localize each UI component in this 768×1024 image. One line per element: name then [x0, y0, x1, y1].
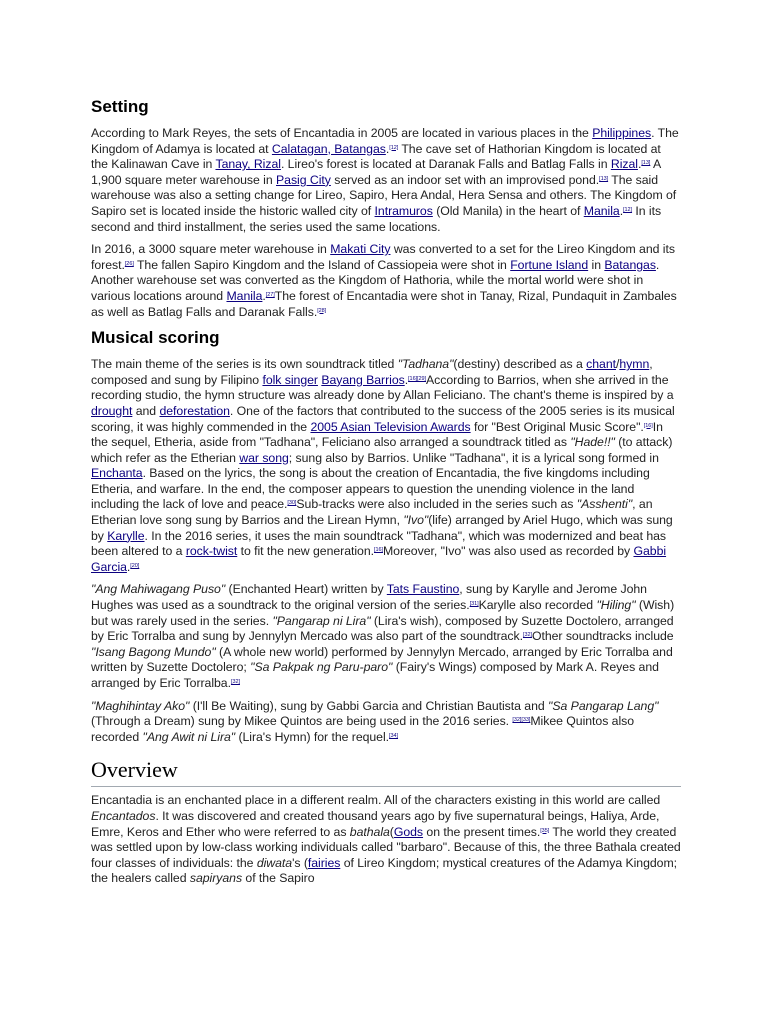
setting-heading: Setting [91, 97, 149, 116]
italic-text: sapiryans [189, 871, 243, 886]
wiki-link[interactable]: Makati City [330, 242, 391, 257]
body-text: The forest of Encantadia were shot in Tanay, Rizal, Pundaquit in Zambales as well as Batlag Falls and Daranak Falls. [91, 288, 677, 319]
citation-ref-link[interactable]: [34] [389, 732, 399, 739]
body-text: . [385, 141, 390, 156]
body-text: ( [389, 824, 394, 839]
citation-ref-link[interactable]: [12] [389, 144, 399, 151]
italic-text: "Sa Pakpak ng Paru-paro" [250, 660, 393, 675]
body-text: The world they created was settled upon by low-class working individuals called "barbaro". Because of this, the three Bathala created four classes of individuals: the [91, 824, 681, 870]
citation-ref-link[interactable]: [16][29] [408, 375, 427, 382]
body-text: (Through a Dream) sung by Mikee Quintos are being used in the 2016 series. [91, 714, 513, 729]
italic-text: "Maghihintay Ako" [91, 698, 190, 713]
body-text: . Lireo's forest is located at Daranak Falls and Batlag Falls in [280, 157, 611, 172]
italic-text: diwata [256, 855, 293, 870]
wiki-link[interactable]: Tats Faustino [386, 582, 460, 597]
citation-ref-link[interactable]: [32] [522, 632, 532, 639]
italic-text: "Asshenti" [576, 497, 633, 512]
overview-heading: Overview [91, 756, 681, 787]
body-text: The main theme of the series is its own soundtrack titled [91, 357, 398, 372]
body-text: (Lira's Hymn) for the requel. [235, 729, 390, 744]
citation-ref-link[interactable]: [13] [599, 175, 609, 182]
body-text: In its second and third installment, the series used the same locations. [91, 203, 662, 234]
italic-text: "Hiling" [596, 598, 636, 613]
italic-text: bathala [349, 824, 390, 839]
italic-text: "Hade!!" [570, 435, 615, 450]
body-text: The cave set of Hathorian Kingdom is located at the Kalinawan Cave in [91, 141, 661, 172]
wiki-link[interactable]: Gods [393, 824, 424, 839]
body-text: . [404, 372, 409, 387]
body-text: (Old Manila) in the heart of [432, 203, 584, 218]
body-text: Sub-tracks were also included in the series such as [296, 497, 577, 512]
body-text: . Based on the lyrics, the song is about the creation of Encantadia, the five kingdoms including Etheria, and warfare. In the end, the composer appears to question the unending violence in the land including the lack of love and peace. [91, 466, 650, 512]
wiki-link[interactable]: Tanay, Rizal [215, 157, 281, 172]
body-text: The said warehouse was also a setting change for Lireo, Sapiro, Hera Andal, Hera Sensa and others. The Kingdom of Sapiro set is located inside the historic walled city of [91, 172, 677, 218]
body-text: In the sequel, Etheria, aside from "Tadhana", Feliciano also arranged a soundtrack titled as [91, 419, 663, 450]
body-text: In 2016, a 3000 square meter warehouse in [91, 242, 331, 257]
wiki-link[interactable]: Intramuros [374, 203, 433, 218]
setting-paragraph-2 [91, 242, 681, 320]
citation-ref-link[interactable]: [28] [317, 307, 327, 314]
wiki-link[interactable]: Philippines [592, 126, 652, 140]
body-text: of the Sapiro [242, 871, 315, 886]
body-text: Moreover, "Ivo" was also used as recorded by [382, 544, 634, 559]
citation-ref-link[interactable]: [26] [124, 260, 134, 267]
wiki-link[interactable]: drought [91, 403, 133, 418]
musical-scoring-paragraph-2 [91, 582, 681, 691]
body-text: , an Etherian love song sung by Barrios and the Lirean Hymn, [91, 497, 653, 528]
citation-ref-link[interactable]: [12] [623, 206, 633, 213]
italic-text: "Sa Pangarap Lang" [548, 698, 659, 713]
wiki-link[interactable]: chant [586, 357, 616, 372]
body-text: (life) arranged by Ariel Hugo, which was sung by [91, 513, 673, 543]
body-text: (A whole new world) performed by Jennylyn Mercado, arranged by Eric Torralba and written by Suzette Doctolero; [91, 644, 673, 675]
body-text: in [588, 257, 605, 272]
body-text: (I'll Be Waiting), sung by Gabbi Garcia and Christian Bautista and [189, 698, 549, 713]
body-text: served as an indoor set with an improvised pond. [330, 172, 600, 187]
musical-scoring-paragraph-1 [91, 357, 681, 575]
citation-ref-link[interactable]: [20] [130, 562, 140, 569]
body-text: and [132, 403, 160, 418]
wiki-link[interactable]: Batangas [604, 257, 656, 272]
body-text: 's ( [292, 855, 308, 870]
wiki-link[interactable]: 2005 Asian Television Awards [310, 419, 471, 434]
body-text: (Fairy's Wings) composed by Mark A. Reyes and arranged by Eric Torralba. [91, 660, 659, 690]
italic-text: Encantados [91, 808, 156, 823]
body-text: . Another warehouse set was converted as the Kingdom of Hathoria, while the mortal world were shot in various locations around [91, 257, 660, 303]
wiki-link[interactable]: rock-twist [185, 544, 238, 559]
body-text: ; sung also by Barrios. Unlike "Tadhana", it is a lyrical song formed in [288, 450, 659, 465]
body-text: Karylle also recorded [478, 598, 597, 613]
wiki-link[interactable]: folk singer [262, 372, 318, 387]
body-text: on the present times. [423, 824, 541, 839]
body-text: , sung by Karylle and Jerome John Hughes was used as a soundtrack to the original version of the series. [91, 582, 647, 613]
citation-ref-link[interactable]: [32][33] [512, 717, 531, 724]
wiki-link[interactable]: hymn [619, 357, 650, 372]
wiki-link[interactable]: fairies [307, 855, 341, 870]
body-text: / [615, 357, 620, 372]
citation-ref-link[interactable]: [31] [469, 601, 479, 608]
italic-text: "Ivo" [403, 513, 429, 528]
citation-ref-link[interactable]: [30] [287, 500, 297, 507]
body-text: . One of the factors that contributed to the success of the 2005 series is its musical scoring, it was highly commended in the [91, 403, 675, 434]
body-text: (to attack) which refer as the Etherian [91, 435, 673, 465]
body-text: According to Mark Reyes, the sets of Encantadia in 2005 are located in various places in the [91, 126, 593, 140]
body-text: was converted to a set for the Lireo Kingdom and its forest. [91, 242, 675, 272]
setting-paragraph-1 [91, 126, 681, 235]
body-text: . [637, 157, 642, 172]
body-text: of Lireo Kingdom; mystical creatures of the Adamya Kingdom; the healers called [91, 855, 678, 886]
wiki-link[interactable]: Gabbi Garcia [91, 544, 667, 574]
body-text: . [262, 288, 266, 303]
body-text: . The Kingdom of Adamya is located at [91, 126, 679, 156]
body-text: A 1,900 square meter warehouse in [91, 157, 661, 187]
citation-ref-link[interactable]: [27] [265, 291, 275, 298]
body-text: Mikee Quintos also recorded [91, 714, 635, 744]
body-text: (Wish) but was rarely used in the series. [91, 598, 675, 628]
wiki-link[interactable]: Fortune Island [510, 257, 589, 272]
body-text: Other soundtracks include [531, 629, 674, 644]
wiki-link[interactable]: Bayang Barrios [321, 372, 405, 387]
wiki-link[interactable]: deforestation [159, 403, 230, 418]
wiki-link[interactable]: war song [239, 450, 289, 465]
wiki-link[interactable]: Manila [583, 203, 620, 218]
article-body [91, 96, 681, 894]
wiki-link[interactable]: Enchanta [91, 466, 143, 481]
wiki-link[interactable]: Manila [226, 288, 263, 303]
body-text: . [126, 559, 131, 574]
wiki-link[interactable]: Karylle [107, 528, 145, 543]
overview-paragraph-1 [91, 793, 681, 887]
wiki-link[interactable]: Calatagan, Batangas [271, 141, 386, 156]
italic-text: "Tadhana" [397, 357, 454, 372]
wiki-link[interactable]: Rizal [610, 157, 638, 172]
italic-text: "Ang Awit ni Lira" [142, 729, 236, 744]
body-text: According to Barrios, when she arrived in the recording studio, the hymn structure was already done by Allan Feliciano. The chant's theme is inspired by a [91, 372, 674, 403]
wiki-link[interactable]: Pasig City [276, 172, 331, 187]
italic-text: "Ang Mahiwagang Puso" [91, 582, 226, 597]
body-text: . In the 2016 series, it uses the main soundtrack "Tadhana", which was modernized and beat has been altered to a [91, 528, 667, 559]
body-text: , composed and sung by Filipino [91, 357, 653, 387]
body-text: (Enchanted Heart) written by [225, 582, 387, 597]
citation-ref-link[interactable]: [16] [374, 547, 383, 554]
citation-ref-link[interactable]: [32] [230, 679, 240, 685]
body-text: . [619, 203, 624, 218]
body-text: Encantadia is an enchanted place in a different realm. All of the characters existing in this world are called [91, 793, 661, 808]
musical-scoring-paragraph-3 [91, 699, 681, 746]
italic-text: "Isang Bagong Mundo" [91, 644, 216, 659]
body-text: The fallen Sapiro Kingdom and the Island of Cassiopeia were shot in [133, 257, 511, 272]
musical-scoring-heading: Musical scoring [91, 328, 220, 348]
body-text: for "Best Original Music Score". [470, 419, 644, 434]
body-text: to fit the new generation. [237, 544, 374, 559]
citation-ref-link[interactable]: [13] [641, 160, 651, 167]
citation-ref-link[interactable]: [35] [540, 827, 550, 834]
citation-ref-link[interactable]: [16] [643, 422, 653, 429]
body-text: . It was discovered and created thousand years ago by five supernatural beings, Haliya, Arde, Emre, Keros and Ether who were referred to as [91, 808, 660, 839]
body-text: (destiny) described as a [453, 357, 587, 372]
italic-text: "Pangarap ni Lira" [272, 613, 371, 628]
body-text: (Lira's wish), composed by Suzette Doctolero, arranged by Eric Torralba and sung by Jennylyn Mercado was also part of the soundtrack. [91, 613, 674, 644]
